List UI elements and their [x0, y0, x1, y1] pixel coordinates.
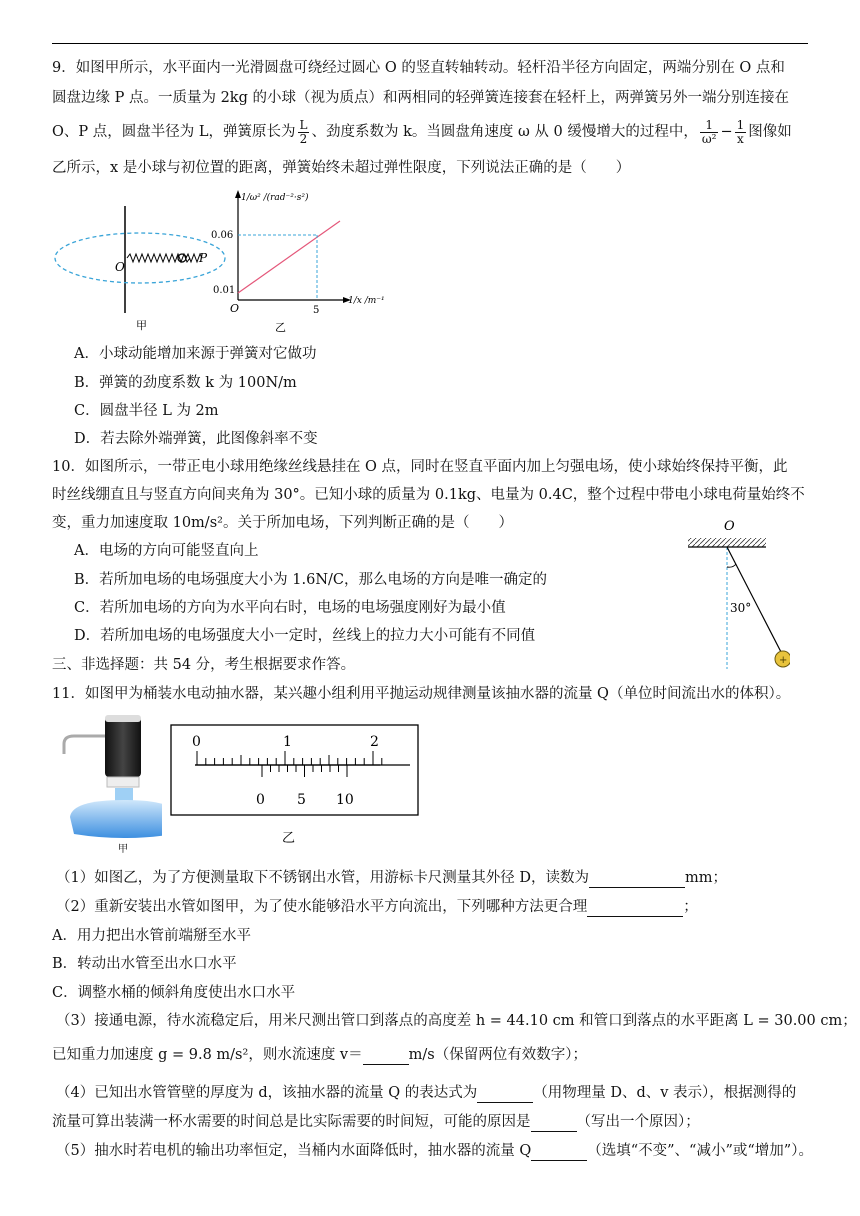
q9-text-line3 — [52, 117, 792, 147]
main-label-2: 2 — [370, 734, 379, 750]
section-heading: 三、非选择题：共 54 分，考生根据要求作答。 — [52, 657, 356, 673]
caliper-frame — [171, 725, 418, 815]
q11-pump-figure — [52, 712, 162, 857]
frac-numerator: 1 — [700, 119, 719, 133]
q11-part2-option-a: A．用力把出水管前端掰至水平 — [52, 928, 251, 944]
label-P: P — [199, 251, 208, 265]
q11-part1-unit: mm； — [684, 870, 727, 886]
q11-part1 — [56, 868, 727, 888]
q11-part2-end: ； — [683, 899, 698, 915]
answer-blank-1[interactable] — [589, 872, 685, 888]
q11-part4-line1 — [56, 1083, 796, 1103]
main-label-0: 0 — [192, 734, 201, 750]
vernier-label-10: 10 — [336, 792, 354, 808]
q9-text-line1: 9．如图甲所示，水平面内一光滑圆盘可绕经过圆心 O 的竖直转轴转动。轻杆沿半径方向固定，两端分别在 O 点和 — [52, 60, 785, 76]
q11-part4-text-b: （用物理量 D、d、v 表示），根据测得的 — [533, 1085, 797, 1101]
outlet-tube — [64, 736, 108, 754]
vernier-label-5: 5 — [297, 792, 306, 808]
q10-text-line2: 时丝线绷直且与竖直方向间夹角为 30°。已知小球的质量为 0.1kg、电量为 0.4C，整个过程中带电小球电荷量始终不 — [52, 487, 805, 503]
q10-option-c: C．若所加电场的方向为水平向右时，电场的电场强度刚好为最小值 — [74, 600, 506, 616]
answer-blank-3[interactable] — [363, 1049, 409, 1065]
q9-minus: − — [720, 124, 733, 140]
q9-text-line2: 圆盘边缘 P 点。一质量为 2kg 的小球（视为质点）和两相同的轻弹簧连接套在轻杆上，两弹簧另外一端分别连接在 — [52, 90, 789, 106]
frac-denominator: 2 — [299, 131, 308, 146]
q11-part4-text-c: 流量可算出装满一杯水需要的时间总是比实际需要的时间短，可能的原因是 — [52, 1114, 531, 1130]
q10-option-a: A．电场的方向可能竖直向上 — [74, 543, 259, 559]
pump-base — [107, 777, 139, 787]
vernier-label-0: 0 — [256, 792, 265, 808]
q11-part5-end: （选填“不变”、“减小”或“增加”）。 — [587, 1143, 813, 1159]
q10-text-line1: 10．如图所示，一带正电小球用绝缘丝线悬挂在 O 点，同时在竖直平面内加上匀强电场，使小球始终保持平衡，此 — [52, 459, 788, 475]
q11-part5-text: （5）抽水时若电机的输出功率恒定，当桶内水面降低时，抽水器的流量 Q — [56, 1143, 532, 1159]
q11-part2 — [56, 897, 698, 917]
q11-part3-text: 已知重力加速度 g = 9.8 m/s²，则水流速度 v＝ — [52, 1047, 363, 1063]
water-bottle — [70, 800, 162, 838]
x-tick-5: 5 — [313, 305, 320, 316]
q10-text-line3: 变，重力加速度取 10m/s²。关于所加电场，下列判断正确的是（ ） — [52, 515, 513, 531]
q9-option-c: C．圆盘半径 L 为 2m — [74, 403, 219, 419]
q11-part4-text-d: （写出一个原因）； — [576, 1114, 700, 1130]
q9-figure-jia — [52, 198, 227, 338]
q9-line3-c: 图像如 — [748, 124, 792, 140]
graph-line — [238, 221, 340, 293]
caption-jia: 甲 — [136, 319, 147, 332]
pump-cap — [105, 715, 141, 722]
q9-option-b: B．弹簧的劲度系数 k 为 100N/m — [74, 375, 297, 391]
q9-line3-b: 、劲度系数为 k。当圆盘角速度 ω 从 0 缓慢增大的过程中， — [311, 124, 698, 140]
answer-blank-5[interactable] — [531, 1116, 577, 1132]
angle-arc — [727, 564, 736, 567]
q11-part2-option-c: C．调整水桶的倾斜角度使出水口水平 — [52, 985, 296, 1001]
q9-frac-1-over-omega2 — [700, 119, 719, 146]
y-tick-0.06: 0.06 — [211, 230, 234, 241]
q11-part2-text: （2）重新安装出水管如图甲，为了使水能够沿水平方向流出，下列哪种方法更合理 — [56, 899, 588, 915]
frac-numerator: L — [299, 117, 308, 132]
q10-option-b: B．若所加电场的电场强度大小为 1.6N/C，那么电场的方向是唯一确定的 — [74, 572, 547, 588]
answer-blank-6[interactable] — [531, 1145, 587, 1161]
origin-label: O — [230, 302, 240, 315]
frac-denominator: x — [737, 131, 744, 146]
q11-part2-option-b: B．转动出水管至出水口水平 — [52, 956, 237, 972]
y-axis-label: 1/ω² /(rad⁻²·s²) — [241, 193, 309, 203]
caption-jia: 甲 — [118, 844, 128, 855]
q11-part1-text: （1）如图乙，为了方便测量取下不锈钢出水管，用游标卡尺测量其外径 D，读数为 — [56, 870, 589, 886]
q9-frac-1-over-x — [735, 119, 747, 146]
q10-figure — [680, 514, 790, 674]
q9-option-d: D．若去除外端弹簧，此图像斜率不变 — [74, 431, 318, 447]
q11-part4-line2 — [52, 1112, 700, 1132]
answer-blank-2[interactable] — [587, 901, 683, 917]
q9-frac-L-over-2 — [298, 119, 310, 146]
q11-part3-line2 — [52, 1045, 587, 1065]
answer-blank-4[interactable] — [477, 1087, 533, 1103]
label-O: O — [724, 519, 735, 534]
bottle-neck — [115, 788, 133, 802]
y-tick-0.01: 0.01 — [213, 285, 236, 296]
frac-denominator: ω² — [701, 131, 717, 146]
q9-text-line4: 乙所示，x 是小球与初位置的距离，弹簧始终未超过弹性限度，下列说法正确的是（ ） — [52, 160, 631, 176]
main-label-1: 1 — [283, 734, 292, 750]
x-axis-label: 1/x /m⁻¹ — [348, 296, 385, 306]
q11-part3-line1: （3）接通电源，待水流稳定后，用米尺测出管口到落点的高度差 h = 44.10 cm 和管口到落点的水平距离 L = 30.00 cm； — [56, 1013, 857, 1029]
q11-caliper-figure — [170, 724, 420, 850]
label-O: O — [115, 260, 125, 274]
q10-option-d: D．若所加电场的电场强度大小一定时，丝线上的拉力大小可能有不同值 — [74, 628, 536, 644]
caption-yi: 乙 — [282, 831, 296, 846]
header-rule — [52, 43, 808, 44]
frac-numerator: 1 — [736, 117, 745, 132]
string — [727, 547, 781, 652]
caption-yi: 乙 — [275, 321, 286, 334]
q9-option-a: A．小球动能增加来源于弹簧对它做功 — [74, 346, 317, 362]
q11-part4-text: （4）已知出水管管壁的厚度为 d，该抽水器的流量 Q 的表达式为 — [56, 1085, 478, 1101]
plus-sign-icon: + — [779, 655, 788, 666]
q9-line3-a: O、P 点，圆盘半径为 L，弹簧原长为 — [52, 124, 296, 140]
angle-label: 30° — [730, 601, 752, 615]
q11-text-line1: 11．如图甲为桶装水电动抽水器，某兴趣小组利用平抛运动规律测量该抽水器的流量 Q（单位时间流出水的体积）。 — [52, 686, 791, 702]
pump-body — [105, 717, 141, 777]
q9-figure-yi — [205, 182, 385, 337]
q11-part3-unit: m/s（保留两位有效数字）； — [408, 1047, 587, 1063]
q11-part5 — [56, 1141, 813, 1161]
ceiling-hatch — [688, 538, 766, 547]
spring-inner — [127, 254, 190, 262]
